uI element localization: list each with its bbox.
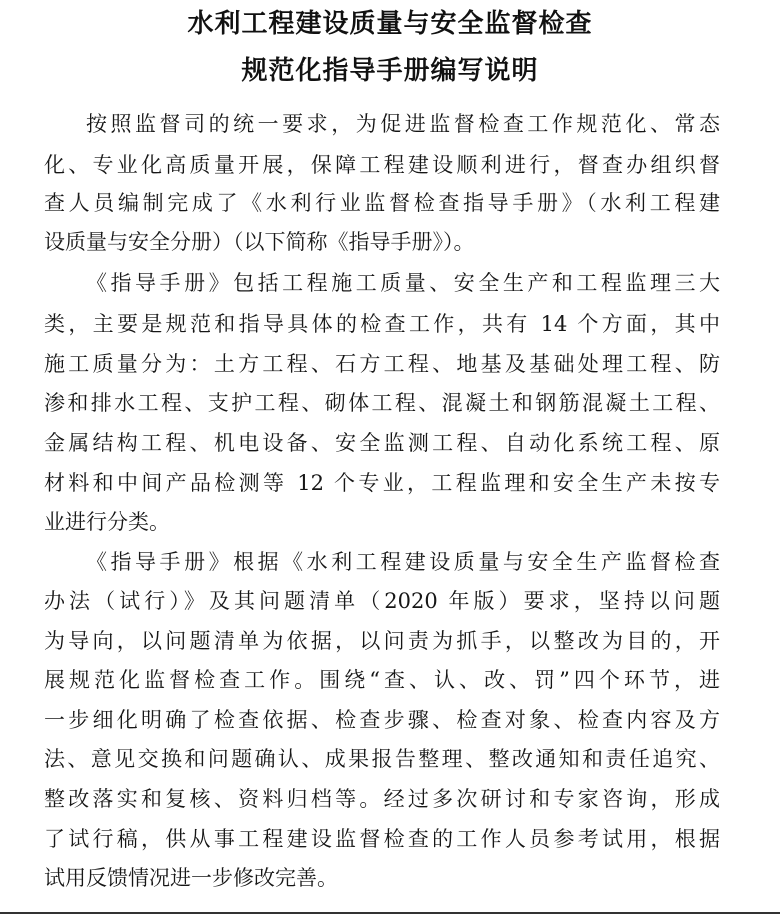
paragraph-line: 金属结构工程、机电设备、安全监测工程、自动化系统工程、原 xyxy=(44,431,720,455)
paragraph-line: 渗和排水工程、支护工程、砌体工程、混凝土和钢筋混凝土工程、 xyxy=(44,391,720,415)
paragraph-line: 试用反馈情况进一步修改完善。 xyxy=(44,866,338,890)
paragraph-line: 展规范化监督检查工作。围绕“查、认、改、罚”四个环节，进 xyxy=(44,668,720,692)
paragraph-line: 设质量与安全分册）（以下简称《指导手册》）。 xyxy=(44,230,475,254)
paragraph-line: 查人员编制完成了《水利行业监督检查指导手册》（水利工程建 xyxy=(44,191,720,215)
paragraph-line: 类，主要是规范和指导具体的检查工作，共有 14 个方面，其中 xyxy=(44,312,720,336)
paragraph-line: 按照监督司的统一要求，为促进监督检查工作规范化、常态 xyxy=(86,112,720,136)
document-title-line-2: 规范化指导手册编写说明 xyxy=(241,56,539,86)
paragraph-line: 业进行分类。 xyxy=(44,510,170,534)
bottom-divider xyxy=(0,912,780,914)
paragraph-line: 了试行稿，供从事工程建设监督检查的工作人员参考试用，根据 xyxy=(44,827,720,851)
paragraph-line: 为导向，以问题清单为依据，以问责为抓手，以整改为目的，开 xyxy=(44,629,720,653)
paragraph-line: 一步细化明确了检查依据、检查步骤、检查对象、检查内容及方 xyxy=(44,708,720,732)
paragraph-line: 法、意见交换和问题确认、成果报告整理、整改通知和责任追究、 xyxy=(44,747,720,771)
paragraph-line: 施工质量分为：土方工程、石方工程、地基及基础处理工程、防 xyxy=(44,352,720,376)
paragraph-line: 化、专业化高质量开展，保障工程建设顺利进行，督查办组织督 xyxy=(44,153,720,177)
paragraph-line: 材料和中间产品检测等 12 个专业，工程监理和安全生产未按专 xyxy=(44,471,720,495)
paragraph-line: 整改落实和复核、资料归档等。经过多次研讨和专家咨询，形成 xyxy=(44,787,720,811)
document-title-line-1: 水利工程建设质量与安全监督检查 xyxy=(187,9,593,39)
paragraph-line: 《指导手册》包括工程施工质量、安全生产和工程监理三大 xyxy=(86,271,720,295)
paragraph-line: 办法（试行）》及其问题清单（2020 年版）要求，坚持以问题 xyxy=(44,589,720,613)
paragraph-line: 《指导手册》根据《水利工程建设质量与安全生产监督检查 xyxy=(86,550,720,574)
